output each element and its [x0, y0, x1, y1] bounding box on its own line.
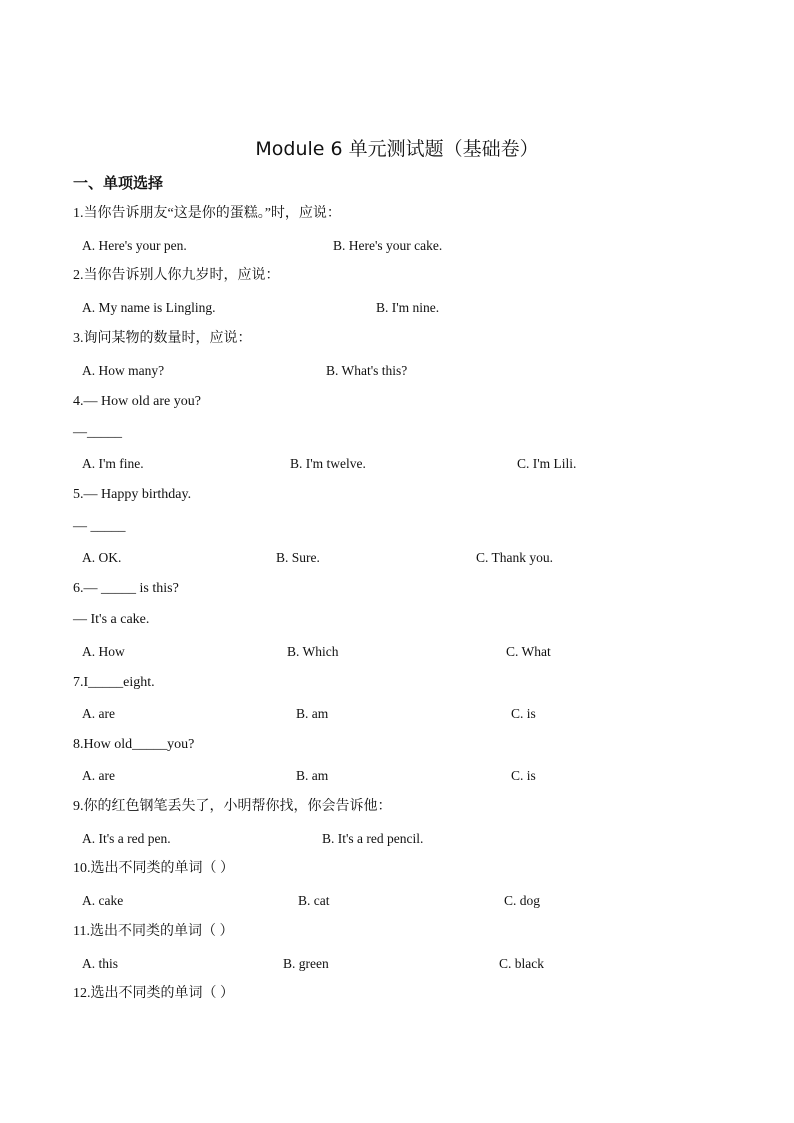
question-8-option-a: A. are [82, 768, 115, 783]
question-10-option-a: A. cake [82, 893, 124, 908]
question-3-stem: 3.询问某物的数量时，应说： [73, 331, 252, 346]
question-5-stem: 5.— Happy birthday. [73, 487, 192, 502]
question-5-answer-blank: — _____ [73, 519, 126, 534]
section-heading: 一、单项选择 [73, 174, 164, 192]
question-4-option-b: B. I'm twelve. [290, 456, 366, 471]
question-5-option-b: B. Sure. [276, 550, 320, 565]
question-7-stem: 7.I_____eight. [73, 675, 155, 690]
question-10-stem: 10.选出不同类的单词（ ） [73, 861, 234, 876]
question-12-stem: 12.选出不同类的单词（ ） [73, 986, 234, 1001]
question-6-option-c: C. What [506, 644, 551, 659]
question-6-line-2: — It's a cake. [73, 612, 150, 627]
question-1-stem: 1.当你告诉朋友“这是你的蛋糕。”时，应说： [73, 206, 341, 221]
question-11-option-b: B. green [283, 956, 329, 971]
question-6-option-b: B. Which [287, 644, 339, 659]
question-3-option-b: B. What's this? [326, 363, 408, 378]
question-8-stem: 8.How old_____you? [73, 737, 195, 752]
question-11-option-c: C. black [499, 956, 544, 971]
question-4-option-a: A. I'm fine. [82, 456, 144, 471]
question-9-option-a: A. It's a red pen. [82, 831, 171, 846]
question-5-option-a: A. OK. [82, 550, 122, 565]
question-1-option-b: B. Here's your cake. [333, 238, 443, 253]
question-6-option-a: A. How [82, 644, 125, 659]
question-6-stem: 6.— _____ is this? [73, 581, 179, 596]
question-10-option-c: C. dog [504, 893, 541, 908]
question-10-option-b: B. cat [298, 893, 330, 908]
question-9-stem: 9.你的红色钢笔丢失了，小明帮你找，你会告诉他： [73, 799, 392, 814]
question-8-option-b: B. am [296, 768, 329, 783]
question-1-option-a: A. Here's your pen. [82, 238, 187, 253]
question-9-option-b: B. It's a red pencil. [322, 831, 424, 846]
question-7-option-c: C. is [511, 706, 536, 721]
question-2-option-a: A. My name is Lingling. [82, 300, 216, 315]
question-11-stem: 11.选出不同类的单词（ ） [73, 924, 234, 939]
question-4-stem: 4.— How old are you? [73, 394, 201, 409]
question-8-option-c: C. is [511, 768, 536, 783]
question-11-option-a: A. this [82, 956, 119, 971]
question-4-answer-blank: —_____ [73, 425, 122, 440]
question-7-option-a: A. are [82, 706, 115, 721]
question-7-option-b: B. am [296, 706, 329, 721]
question-4-option-c: C. I'm Lili. [517, 456, 577, 471]
question-5-option-c: C. Thank you. [476, 550, 553, 565]
question-2-option-b: B. I'm nine. [376, 300, 440, 315]
question-3-option-a: A. How many? [82, 363, 165, 378]
question-2-stem: 2.当你告诉别人你九岁时，应说： [73, 268, 280, 283]
page-title: Module 6 单元测试题（基础卷） [255, 138, 539, 160]
